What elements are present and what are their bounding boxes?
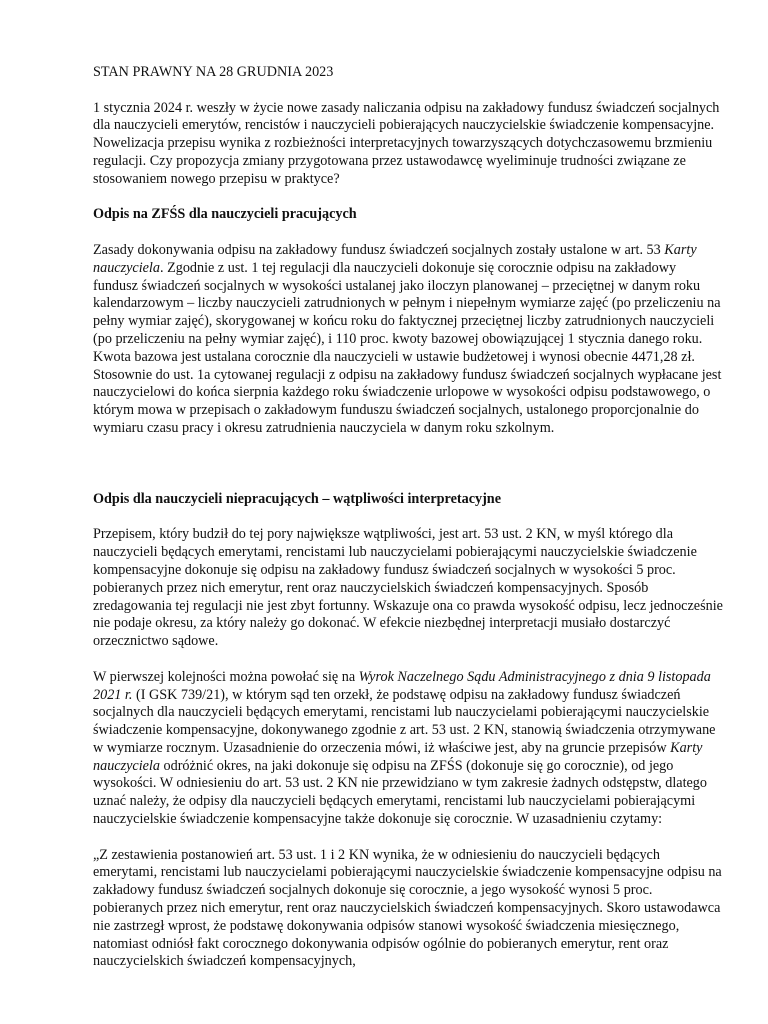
section1-paragraph: [93, 242, 723, 438]
text-run: odróżnić okres, na jaki dokonuje się odpisu na ZFŚS (dokonuje się go corocznie), od jego wysokości. W odniesieniu do art. 53 ust. 2 KN nie przewidziano w tym zakresie żadnych odstępstw, dlatego uznać należy, że odpisy dla nauczycieli będących emerytami, rencistami lub nauczycielami pobierającymi nauczycielskie świadczenie kompensacyjne także dokonuje się corocznie. W uzasadnieniu czytamy:: [93, 757, 707, 828]
intro-paragraph: 1 stycznia 2024 r. weszły w życie nowe zasady naliczania odpisu na zakładowy fundusz świadczeń socjalnych dla nauczycieli emerytów, rencistów i nauczycieli pobierających nauczycielskie świadczenie kompensacyjne. Nowelizacja przepisu wynika z rozbieżności interpretacyjnych towarzyszących dotychczasowemu brzmieniu regulacji. Czy propozycja zmiany przygotowana przez ustawodawcę wyeliminuje trudności związane ze stosowaniem nowego przepisu w praktyce?: [93, 99, 720, 187]
section2-paragraph-2: [93, 669, 723, 829]
text-run: Zasady dokonywania odpisu na zakładowy fundusz świadczeń socjalnych zostały ustalone w art. 53: [93, 241, 665, 258]
section2-paragraph-1: Przepisem, który budził do tej pory największe wątpliwości, jest art. 53 ust. 2 KN, w myśl którego dla nauczycieli będących emerytami, rencistami lub nauczycielami pobierającymi nauczycielskie świadczenie kompensacyjne dokonuje się odpisu na zakładowy fundusz świadczeń socjalnych w wysokości 5 proc. pobieranych przez nich emerytur, rent oraz nauczycielskich świadczeń kompensacyjnych. Sposób zredagowania tej regulacji nie jest zbyt fortunny. Wskazuje ona co prawda wysokość odpisu, lecz jednocześnie nie podaje okresu, za który należy go dokonać. W efekcie niezbędnej interpretacji musiało dostarczyć orzecznictwo sądowe.: [93, 526, 723, 650]
section2-quote-paragraph: „Z zestawienia postanowień art. 53 ust. 1 i 2 KN wynika, że w odniesieniu do nauczycieli będących emerytami, rencistami lub nauczycielami pobierającymi nauczycielskie świadczenie kompensacyjne odpisu na zakładowy fundusz świadczeń socjalnych dokonuje się corocznie, a jego wysokość wynosi 5 proc. pobieranych przez nich emerytur, rent oraz nauczycielskich świadczeń kompensacyjnych. Skoro ustawodawca nie zastrzegł wprost, że podstawę dokonywania odpisów stanowi wysokość świadczenia miesięcznego, natomiast odniósł fakt corocznego dokonywania odpisów ogólnie do pobieranych emerytur, rent oraz nauczycielskich świadczeń kompensacyjnych,: [93, 846, 722, 970]
text-run: (I GSK 739/21), w którym sąd ten orzekł, że podstawę odpisu na zakładowy fundusz świadczeń socjalnych dla nauczycieli będących emerytami, rencistami lub nauczycielami pobierającymi nauczycielskie świadczenie kompensacyjne, dokonywanego zgodnie z art. 53 ust. 2 KN, stanowią świadczenia otrzymywane w wymiarze rocznym. Uzasadnienie do orzeczenia mówi, iż właściwe jest, aby na gruncie przepisów: [93, 686, 716, 756]
legal-status-line: STAN PRAWNY NA 28 GRUDNIA 2023: [93, 64, 334, 80]
italic-act-title: Karty nauczyciela: [93, 241, 697, 276]
section-heading-working-teachers: Odpis na ZFŚS dla nauczycieli pracujących: [93, 206, 357, 223]
section-heading-non-working-teachers: Odpis dla nauczycieli niepracujących – wątpliwości interpretacyjne: [93, 490, 501, 507]
document-page: [93, 64, 723, 971]
italic-judgment-title: Wyrok Naczelnego Sądu Administracyjnego z dnia 9 listopada 2021 r.: [93, 668, 711, 703]
italic-act-title: Karty nauczyciela: [93, 739, 703, 774]
text-run: W pierwszej kolejności można powołać się na: [93, 668, 359, 685]
text-run: . Zgodnie z ust. 1 tej regulacji dla nauczycieli dokonuje się corocznie odpisu na zakładowy fundusz świadczeń socjalnych w wysokości ustalanej jako iloczyn planowanej – przeciętnej w danym roku kalendarzowym – liczby nauczycieli zatrudnionych w pełnym i niepełnym wymiarze zajęć (po przeliczeniu na pełny wymiar zajęć), skorygowanej w końcu roku do faktycznej przeciętnej liczby zatrudnionych nauczycieli (po przeliczeniu na pełny wymiar zajęć), i 110 proc. kwoty bazowej obowiązującej 1 stycznia danego roku. Kwota bazowa jest ustalana corocznie dla nauczycieli w ustawie budżetowej i wynosi obecnie 4471,28 zł. Stosownie do ust. 1a cytowanej regulacji z odpisu na zakładowy fundusz świadczeń socjalnych wypłacane jest nauczycielowi do końca sierpnia każdego roku świadczenie urlopowe w wysokości odpisu podstawowego, o którym mowa w przepisach o zakładowym funduszu świadczeń socjalnych, ustalonego proporcjonalnie do wymiaru czasu pracy i okresu zatrudnienia nauczyciela w danym roku szkolnym.: [93, 259, 722, 436]
